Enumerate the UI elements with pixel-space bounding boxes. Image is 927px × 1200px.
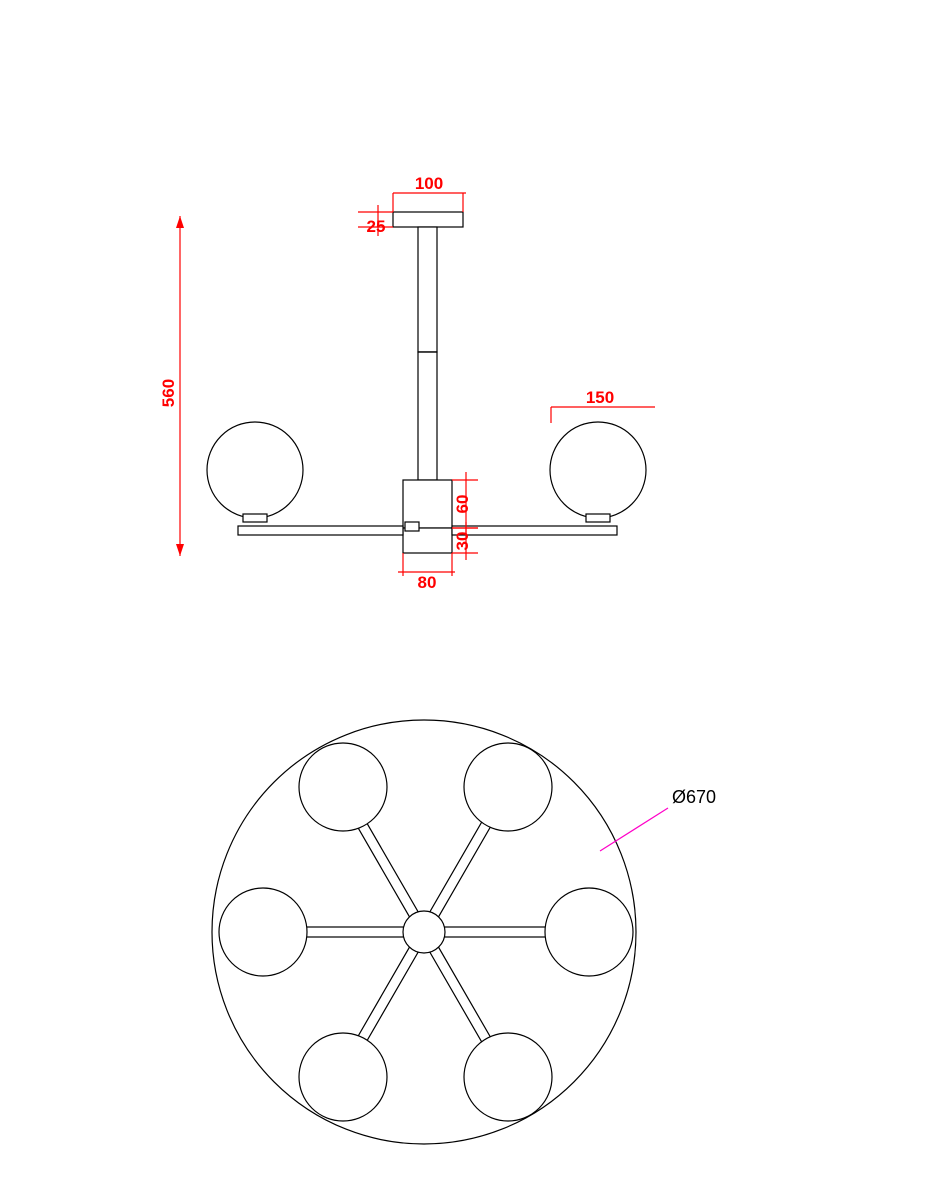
dimension-plan-diameter-label: Ø670 [672, 787, 717, 807]
dimension-plan-diameter [600, 787, 716, 851]
dimension-canopy-height-label: 25 [366, 217, 386, 236]
dimension-canopy-width-label: 100 [414, 174, 444, 193]
plan-globe-lower-left [299, 1033, 387, 1121]
dimension-body-lower-height [452, 522, 478, 560]
plan-globe-right [545, 888, 633, 976]
dimension-body-width [398, 553, 455, 592]
dimension-canopy-height [358, 205, 393, 236]
dimension-globe-diameter [551, 388, 655, 423]
arm-joint-left [405, 522, 419, 531]
arm-right [452, 526, 617, 535]
plan-globe-upper-left [299, 743, 387, 831]
plan-globe-lower-right [464, 1033, 552, 1121]
down-rod-lower [418, 352, 437, 480]
dimension-total-height-label: 560 [159, 378, 178, 408]
plan-globe-left [219, 888, 307, 976]
dimension-body-height-label: 60 [453, 494, 472, 514]
central-body-lower [403, 528, 452, 553]
down-rod-upper [418, 227, 437, 352]
dimension-body-width-label: 80 [417, 573, 437, 592]
dimension-body-lower-height-label: 30 [453, 531, 472, 551]
canopy-plate [393, 212, 463, 227]
globe-right-socket [586, 514, 610, 522]
globe-left [207, 422, 303, 518]
arm-left [238, 526, 403, 535]
dimension-total-height [159, 216, 184, 556]
globe-left-socket [243, 514, 267, 522]
globe-right [550, 422, 646, 518]
dimension-canopy-width [393, 174, 466, 212]
top-plan-view [212, 720, 716, 1144]
front-elevation-view [159, 174, 655, 592]
central-body-upper [403, 480, 452, 528]
plan-globe-upper-right [464, 743, 552, 831]
plan-center-hub [403, 911, 445, 953]
dimension-globe-diameter-label: 150 [585, 388, 615, 407]
